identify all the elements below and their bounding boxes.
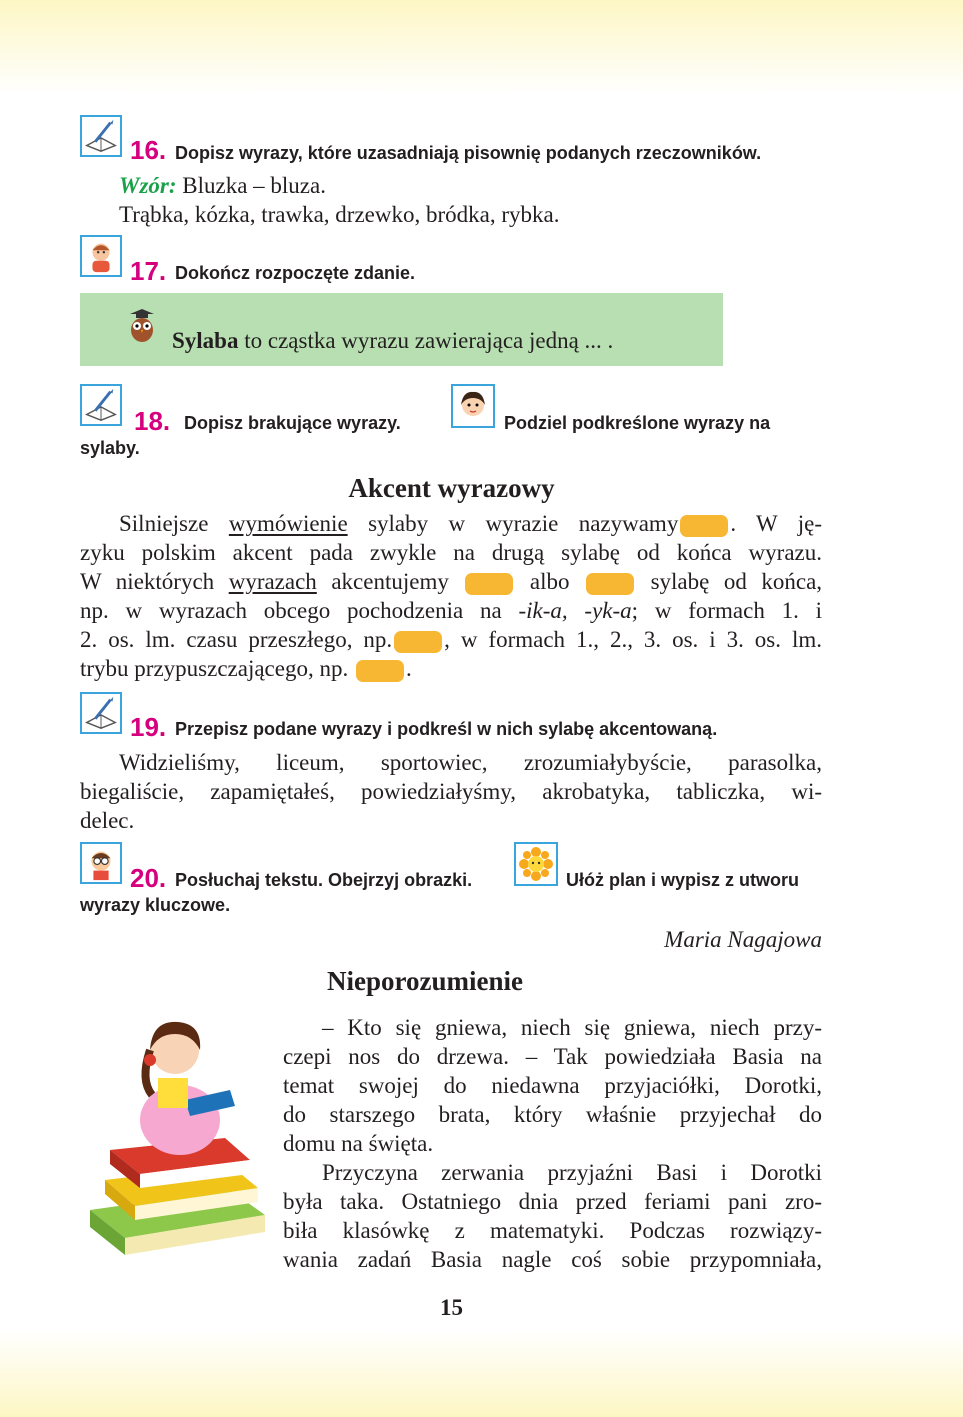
- definition-rest: to cząstka wyrazu zawierająca jedną ... .: [244, 328, 614, 353]
- text-segment: albo: [529, 569, 570, 594]
- akcent-line-4: [80, 596, 822, 625]
- exercise-18-number: 18.: [134, 406, 171, 436]
- story-line: – Kto się gniewa, niech się gniewa, niech przy-: [322, 1015, 822, 1040]
- akcent-line-6: [80, 654, 822, 683]
- text-segment: W niektórych: [80, 569, 215, 594]
- story-line: do starszego brata, który właśnie przyjechał do: [283, 1102, 822, 1127]
- text-segment: sylaby w wyrazie nazywamy: [368, 511, 679, 536]
- exercise-19-number: 19.: [130, 712, 167, 742]
- girl-thinking-icon: [80, 235, 122, 277]
- exercise-18-instruction-c: sylaby.: [80, 438, 140, 458]
- blank-field[interactable]: [356, 660, 404, 682]
- exercise-19-words: [80, 748, 822, 835]
- akcent-line-1: [80, 509, 822, 538]
- akcent-line-5: [80, 625, 822, 654]
- words-line-2: biegaliście, zapamiętałeś, powiedziałyśmy, akrobatyka, tabliczka, wi-: [80, 779, 822, 804]
- writing-icon: [80, 692, 122, 734]
- girl-reading-on-books-illustration: [80, 1010, 276, 1260]
- exercise-20-instruction-a: Posłuchaj tekstu. Obejrzyj obrazki.: [175, 870, 473, 890]
- writing-icon: [80, 384, 122, 426]
- exercise-20-instruction-c: wyrazy kluczowe.: [80, 895, 231, 915]
- writing-icon: [80, 115, 122, 157]
- exercise-19-instruction: Przepisz podane wyrazy i podkreśl w nich sylabę akcentowaną.: [175, 719, 718, 739]
- exercise-16-words: Trąbka, kózka, trawka, drzewko, bródka, rybka.: [119, 202, 560, 227]
- boy-glasses-icon: [80, 842, 122, 884]
- text-segment: . W ję-: [730, 511, 823, 536]
- text-segment: np. w wyrazach obcego pochodzenia na: [80, 598, 502, 623]
- text-segment: 2. os. lm. czasu przeszłego, np.: [80, 627, 393, 652]
- wzor-text: Bluzka – bluza.: [182, 173, 326, 198]
- sun-flower-icon: [514, 842, 558, 886]
- story-line: domu na święta.: [283, 1131, 434, 1156]
- definition-bold: Sylaba: [172, 328, 239, 353]
- story-line: była taka. Ostatniego dnia przed feriami pani zro-: [283, 1189, 822, 1214]
- exercise-18-instruction-a: Dopisz brakujące wyrazy.: [184, 413, 401, 433]
- words-line-1: Widzieliśmy, liceum, sportowiec, zrozumiałybyście, parasolka,: [119, 750, 822, 775]
- story-author: Maria Nagajowa: [664, 927, 822, 952]
- blank-field[interactable]: [586, 573, 634, 595]
- blank-field[interactable]: [680, 515, 728, 537]
- exercise-16-instruction: Dopisz wyrazy, które uzasadniają pisownię podanych rzeczowników.: [175, 143, 762, 163]
- text-segment: Silniejsze: [119, 511, 209, 536]
- italic-segment: -ik-a, -yk-a: [518, 598, 632, 623]
- text-segment: akcentujemy: [331, 569, 449, 594]
- owl-icon: [122, 306, 162, 346]
- story-line: Przyczyna zerwania przyjaźni Basi i Dorotki: [322, 1160, 822, 1185]
- story-line: temat swojej do niedawna przyjaciółki, Dorotki,: [283, 1073, 822, 1098]
- story-line: biła klasówkę z matematyki. Podczas rozwiązy-: [283, 1218, 822, 1243]
- exercise-18-instruction-b: Podziel podkreślone wyrazy na: [504, 413, 771, 433]
- blank-field[interactable]: [465, 573, 513, 595]
- exercise-17-instruction: Dokończ rozpoczęte zdanie.: [175, 263, 416, 283]
- underlined-word: wyrazach: [228, 569, 317, 594]
- story-text: [283, 1013, 822, 1274]
- section-title: Akcent wyrazowy: [348, 473, 555, 503]
- page-number: 15: [440, 1295, 463, 1320]
- exercise-20-number: 20.: [130, 863, 167, 893]
- exercise-20-instruction-b: Ułóż plan i wypisz z utworu: [566, 870, 800, 890]
- story-title: Nieporozumienie: [327, 966, 523, 996]
- words-line-3: delec.: [80, 808, 135, 833]
- akcent-paragraph: [80, 509, 822, 683]
- definition-text: [172, 326, 613, 355]
- akcent-line-3: [80, 567, 822, 596]
- text-segment: ; w formach 1. i: [631, 598, 823, 623]
- akcent-line-2: zyku polskim akcent pada zwykle na drugą sylabę od końca wyrazu.: [80, 540, 822, 565]
- exercise-17-number: 17.: [130, 256, 167, 286]
- exercise-16-example: [119, 171, 326, 200]
- wzor-label: Wzór:: [119, 173, 177, 198]
- text-segment: sylabę od końca,: [650, 569, 823, 594]
- blank-field[interactable]: [394, 631, 442, 653]
- exercise-16-number: 16.: [130, 135, 167, 165]
- story-line: czepi nos do drzewa. – Tak powiedziała Basia na: [283, 1044, 822, 1069]
- underlined-word: wymówienie: [228, 511, 348, 536]
- girl-face-icon: [451, 384, 495, 428]
- story-line: wania zadań Basia nagle coś sobie przypomniała,: [283, 1247, 822, 1272]
- text-segment: .: [405, 656, 412, 681]
- text-segment: trybu przypuszczającego, np.: [80, 656, 349, 681]
- text-segment: , w formach 1., 2., 3. os. i 3. os. lm.: [444, 627, 822, 652]
